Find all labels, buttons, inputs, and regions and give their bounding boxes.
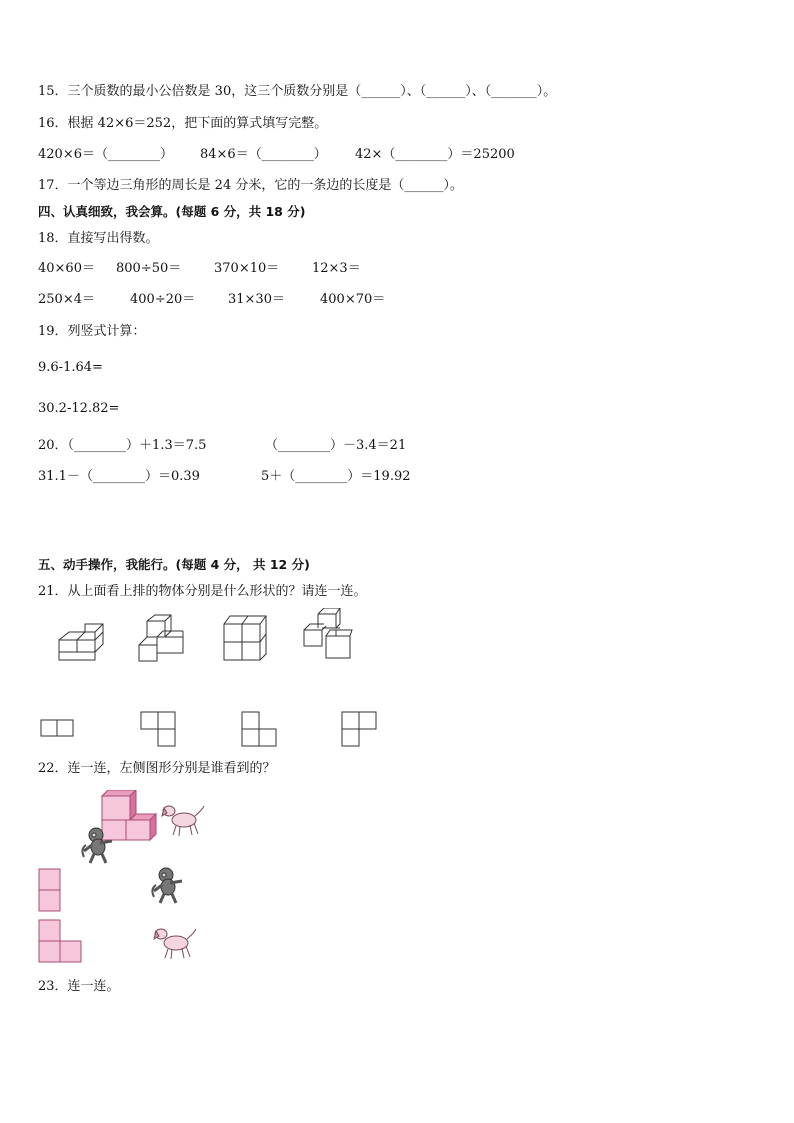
dog-icon <box>160 802 206 838</box>
question-16-item-2: 84×6＝（________） <box>200 147 327 162</box>
question-20-a: 20．（________）＋1.3＝7.5 <box>38 438 207 453</box>
q18-row1-item: 40×60＝ <box>38 261 95 276</box>
monkey-icon <box>150 867 186 905</box>
dog-icon <box>152 925 198 961</box>
cube-figure-4 <box>300 608 356 660</box>
top-view-1 <box>40 718 76 738</box>
question-15: 15．三个质数的最小公倍数是 30，这三个质数分别是（______）、（______）、（_______）。 <box>38 84 557 99</box>
cube-figure-1 <box>55 622 107 662</box>
top-view-3 <box>240 710 278 748</box>
q19-item: 9.6-1.64= <box>38 360 103 375</box>
cube-figure-2 <box>135 613 187 663</box>
q18-row2-item: 400÷20＝ <box>130 292 196 307</box>
section-4-heading: 四、认真细致，我会算。(每题 6 分，共 18 分) <box>38 204 306 219</box>
question-20-b: （________）－3.4＝21 <box>265 438 407 453</box>
question-19-title: 19．列竖式计算： <box>38 324 146 339</box>
view-option-1 <box>38 868 62 914</box>
question-16-item-3: 42×（________）＝25200 <box>355 147 515 162</box>
question-16-item-1: 420×6＝（________） <box>38 147 173 162</box>
q18-row2-item: 31×30＝ <box>228 292 285 307</box>
q18-row2-item: 250×4＝ <box>38 292 95 307</box>
monkey-icon <box>80 827 116 865</box>
question-20-d: 5＋（________）＝19.92 <box>261 469 411 484</box>
question-17: 17．一个等边三角形的周长是 24 分米，它的一条边的长度是（______）。 <box>38 178 463 193</box>
question-23: 23．连一连。 <box>38 979 120 994</box>
question-22: 22．连一连，左侧图形分别是谁看到的？ <box>38 761 276 776</box>
q18-row1-item: 800÷50＝ <box>116 261 182 276</box>
section-5-heading: 五、动手操作，我能行。(每题 4 分， 共 12 分) <box>38 557 310 572</box>
q18-row1-item: 12×3＝ <box>312 261 361 276</box>
top-view-2 <box>139 710 177 748</box>
q18-row1-item: 370×10＝ <box>214 261 280 276</box>
question-16-title: 16．根据 42×6＝252，把下面的算式填写完整。 <box>38 116 328 131</box>
question-18-title: 18．直接写出得数。 <box>38 231 159 246</box>
view-option-2 <box>38 919 84 963</box>
cube-figure-3 <box>220 614 270 662</box>
q18-row2-item: 400×70＝ <box>320 292 386 307</box>
top-view-4 <box>340 710 378 748</box>
question-21: 21．从上面看上排的物体分别是什么形状的？请连一连。 <box>38 584 367 599</box>
question-20-c: 31.1－（________）＝0.39 <box>38 469 200 484</box>
q19-item: 30.2-12.82= <box>38 401 120 416</box>
